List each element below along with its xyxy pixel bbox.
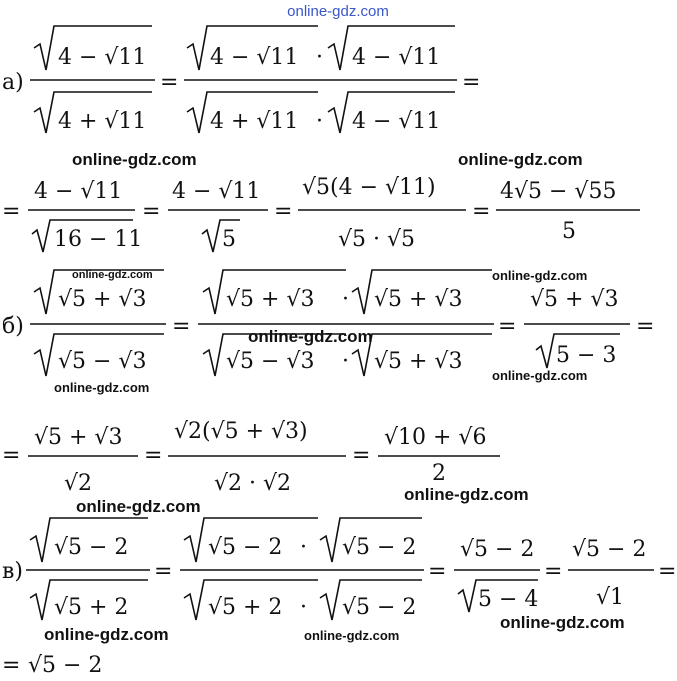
svg-text:=: = <box>2 653 21 678</box>
a2-f2-den: 5 <box>222 227 236 252</box>
v1-fraction-3 <box>454 537 540 612</box>
a2-f1-den: 16 − 11 <box>54 227 143 252</box>
v1-rhs-num-right: √5 − 2 <box>342 535 417 560</box>
label-a: а) <box>2 70 24 95</box>
b2-f3-num: √10 + √6 <box>384 425 487 450</box>
a2-f4-den: 5 <box>562 219 576 244</box>
v1-f3-den: 5 − 4 <box>478 587 539 612</box>
b2-f2-den: √2 · √2 <box>214 471 292 496</box>
watermark-small: online-gdz.com <box>492 368 588 383</box>
svg-text:=: = <box>154 559 173 584</box>
label-b: б) <box>2 314 24 339</box>
svg-text:=: = <box>498 314 517 339</box>
svg-text:=: = <box>142 199 161 224</box>
svg-text:·: · <box>300 595 307 620</box>
v1-rhs-fraction <box>180 518 424 620</box>
b2-f2-num: √2(√5 + √3) <box>174 419 308 444</box>
svg-text:·: · <box>342 287 349 312</box>
watermark-small: online-gdz.com <box>54 380 150 395</box>
v1-rhs-den-left: √5 + 2 <box>208 595 283 620</box>
b1-rhs-den-left: √5 − √3 <box>226 349 315 374</box>
svg-text:=: = <box>544 559 563 584</box>
a2-fraction-3 <box>298 175 466 252</box>
b2-f1-den: √2 <box>64 471 93 496</box>
v1-f4-num: √5 − 2 <box>572 537 647 562</box>
svg-text:·: · <box>316 45 323 70</box>
b2-fraction-1 <box>28 425 138 496</box>
b2-f1-num: √5 + √3 <box>34 425 123 450</box>
a2-fraction-2 <box>168 179 268 252</box>
a2-f3-den: √5 · √5 <box>338 227 416 252</box>
a1-rhs-num-right: 4 − √11 <box>352 45 441 70</box>
svg-text:=: = <box>462 70 481 95</box>
b2-f3-den: 2 <box>432 461 446 486</box>
a1-lhs-num: 4 − √11 <box>58 45 147 70</box>
top-watermark: online-gdz.com <box>287 3 389 20</box>
label-v: в) <box>2 559 23 584</box>
svg-text:=: = <box>2 443 21 468</box>
b1-rhs-fraction <box>198 270 494 376</box>
svg-text:·: · <box>316 109 323 134</box>
eq: = <box>160 70 179 95</box>
a2-f3-num: √5(4 − √11) <box>302 175 436 200</box>
b1-rhs-num-left: √5 + √3 <box>226 287 315 312</box>
a1-lhs-fraction <box>30 26 155 134</box>
v1-f4-den: √1 <box>596 585 625 610</box>
a2-f4-num: 4√5 − √55 <box>500 179 617 204</box>
watermark-small: online-gdz.com <box>492 268 588 283</box>
v1-lhs-den: √5 + 2 <box>54 595 129 620</box>
watermark: online-gdz.com <box>248 327 373 346</box>
a1-rhs-fraction <box>184 26 457 134</box>
a2-f1-num: 4 − √11 <box>34 179 123 204</box>
svg-text:=: = <box>144 443 163 468</box>
watermark-small: online-gdz.com <box>72 269 153 281</box>
v1-fraction-4 <box>568 537 654 610</box>
b1-lhs-fraction <box>30 270 166 376</box>
svg-text:·: · <box>300 535 307 560</box>
b2-fraction-3 <box>378 425 500 486</box>
v2-result: √5 − 2 <box>28 653 103 678</box>
watermark: online-gdz.com <box>404 485 529 504</box>
a2-fraction-1 <box>28 179 142 252</box>
b2-fraction-2 <box>168 419 346 496</box>
b1-lhs-num: √5 + √3 <box>58 287 147 312</box>
svg-text:=: = <box>472 199 491 224</box>
v1-lhs-fraction <box>26 518 150 620</box>
watermark: online-gdz.com <box>500 613 625 632</box>
v1-rhs-num-left: √5 − 2 <box>208 535 283 560</box>
a1-rhs-den-left: 4 + √11 <box>210 109 299 134</box>
watermark: online-gdz.com <box>72 150 197 169</box>
b1-lhs-den: √5 − √3 <box>58 349 147 374</box>
svg-text:=: = <box>658 559 677 584</box>
watermark: online-gdz.com <box>458 150 583 169</box>
a2-fraction-4 <box>496 179 640 244</box>
svg-text:=: = <box>172 314 191 339</box>
svg-text:=: = <box>352 443 371 468</box>
watermark: online-gdz.com <box>76 497 201 516</box>
v1-lhs-num: √5 − 2 <box>54 535 129 560</box>
a1-rhs-den-right: 4 − √11 <box>352 109 441 134</box>
v1-rhs-den-right: √5 − 2 <box>342 595 417 620</box>
a1-lhs-den: 4 + √11 <box>58 109 147 134</box>
b1-rhs-num-right: √5 + √3 <box>374 287 463 312</box>
b1-f3-den: 5 − 3 <box>556 343 617 368</box>
watermark: online-gdz.com <box>44 625 169 644</box>
svg-text:·: · <box>342 349 349 374</box>
svg-text:=: = <box>274 199 293 224</box>
b1-f3-num: √5 + √3 <box>530 287 619 312</box>
v1-f3-num: √5 − 2 <box>460 537 535 562</box>
b1-fraction-3 <box>524 287 630 368</box>
svg-text:=: = <box>428 559 447 584</box>
a1-rhs-num-left: 4 − √11 <box>210 45 299 70</box>
a2-f2-num: 4 − √11 <box>172 179 261 204</box>
svg-text:=: = <box>2 199 21 224</box>
watermark-small: online-gdz.com <box>304 628 400 643</box>
svg-text:=: = <box>636 314 655 339</box>
b1-rhs-den-right: √5 + √3 <box>374 349 463 374</box>
